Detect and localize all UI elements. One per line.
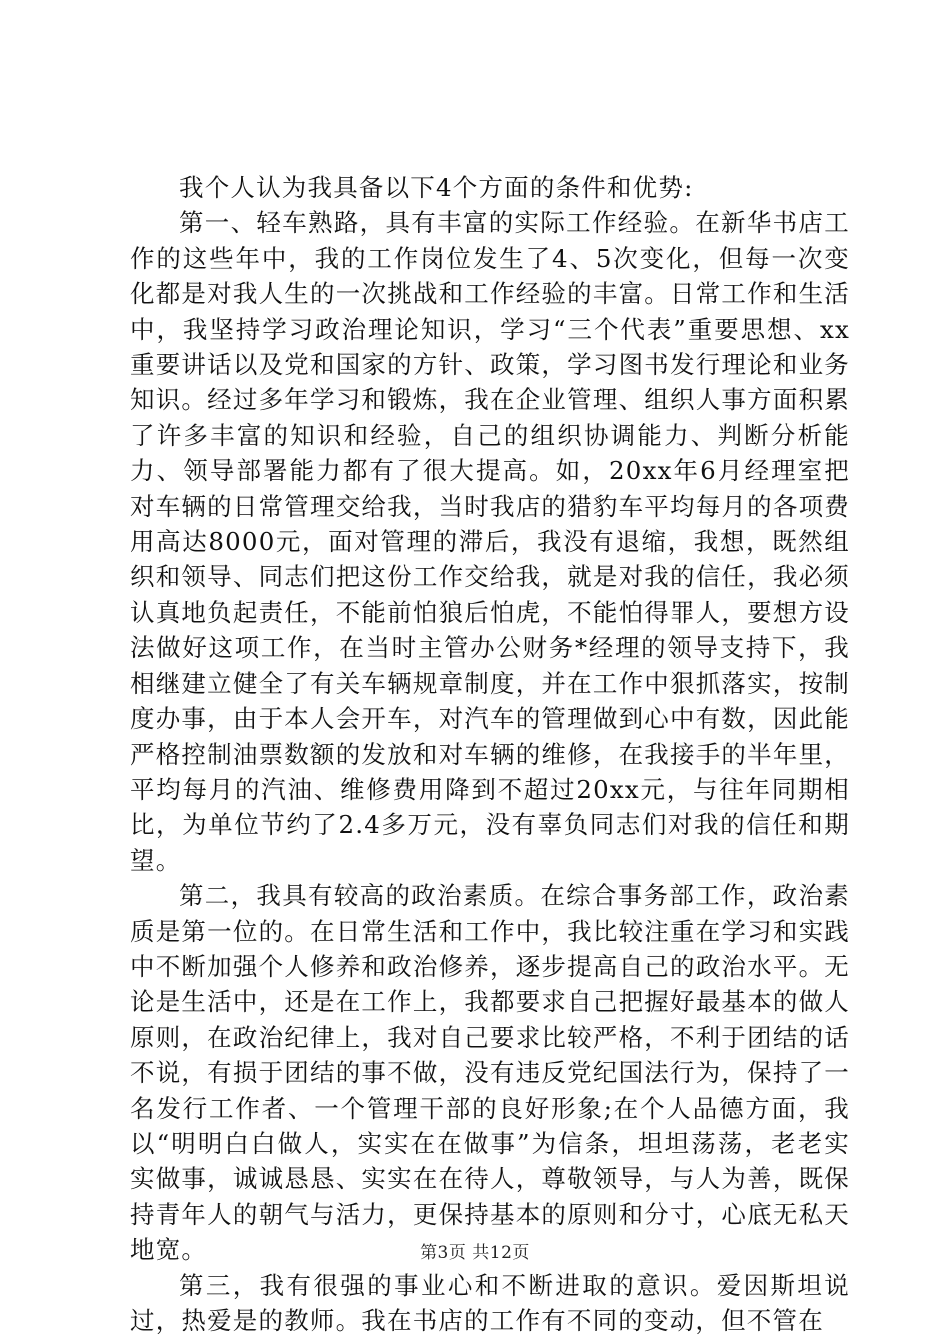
paragraph-second-point: 第二，我具有较高的政治素质。在综合事务部工作，政治素质是第一位的。在日常生活和工作中，我比较注重在学习和实践中不断加强个人修养和政治修养，逐步提高自己的政治水平。无论是生活中，还是在工作上，我都要求自己把握好最基本的做人原则，在政治纪律上，我对自己要求比较严格，不利于团结的话不说，有损于团结的事不做，没有违反党纪国法行为，保持了一名发行工作者、一个管理干部的良好形象;在个人品德方面，我以“明明白白做人，实实在在做事”为信条，坦坦荡荡，老老实实做事，诚诚恳恳、实实在在待人，尊敬领导，与人为善，既保持青年人的朝气与活力，更保持基本的原则和分寸，心底无私天地宽。 xyxy=(130,881,850,1265)
paragraph-first-point: 第一、轻车熟路，具有丰富的实际工作经验。在新华书店工作的这些年中，我的工作岗位发生了4、5次变化，但每一次变化都是对我人生的一次挑战和工作经验的丰富。日常工作和生活中，我坚持学习政治理论知识，学习“三个代表”重要思想、xx重要讲话以及党和国家的方针、政策，学习图书发行理论和业务知识。经过多年学习和锻炼，我在企业管理、组织人事方面积累了许多丰富的知识和经验，自己的组织协调能力、判断分析能力、领导部署能力都有了很大提高。如，20xx年6月经理室把对车辆的日常管理交给我，当时我店的猎豹车平均每月的各项费用高达8000元，面对管理的滞后，我没有退缩，我想，既然组织和领导、同志们把这份工作交给我，就是对我的信任，我必须认真地负起责任，不能前怕狼后怕虎，不能怕得罪人，要想方设法做好这项工作，在当时主管办公财务*经理的领导支持下，我相继建立健全了有关车辆规章制度，并在工作中狠抓落实，按制度办事，由于本人会开车，对汽车的管理做到心中有数，因此能严格控制油票数额的发放和对车辆的维修，在我接手的半年里，平均每月的汽油、维修费用降到不超过20xx元，与往年同期相比，为单位节约了2.4多万元，没有辜负同志们对我的信任和期望。 xyxy=(130,208,850,875)
document-body xyxy=(130,170,850,1338)
paragraph-third-point: 第三，我有很强的事业心和不断进取的意识。爱因斯坦说过，热爱是的教师。我在书店的工作有不同的变动，但不管在 xyxy=(130,1270,850,1335)
page-number-label: 第3页 共12页 xyxy=(420,1243,530,1263)
page-footer xyxy=(0,1242,950,1264)
paragraph-intro: 我个人认为我具备以下4个方面的条件和优势: xyxy=(179,173,694,202)
